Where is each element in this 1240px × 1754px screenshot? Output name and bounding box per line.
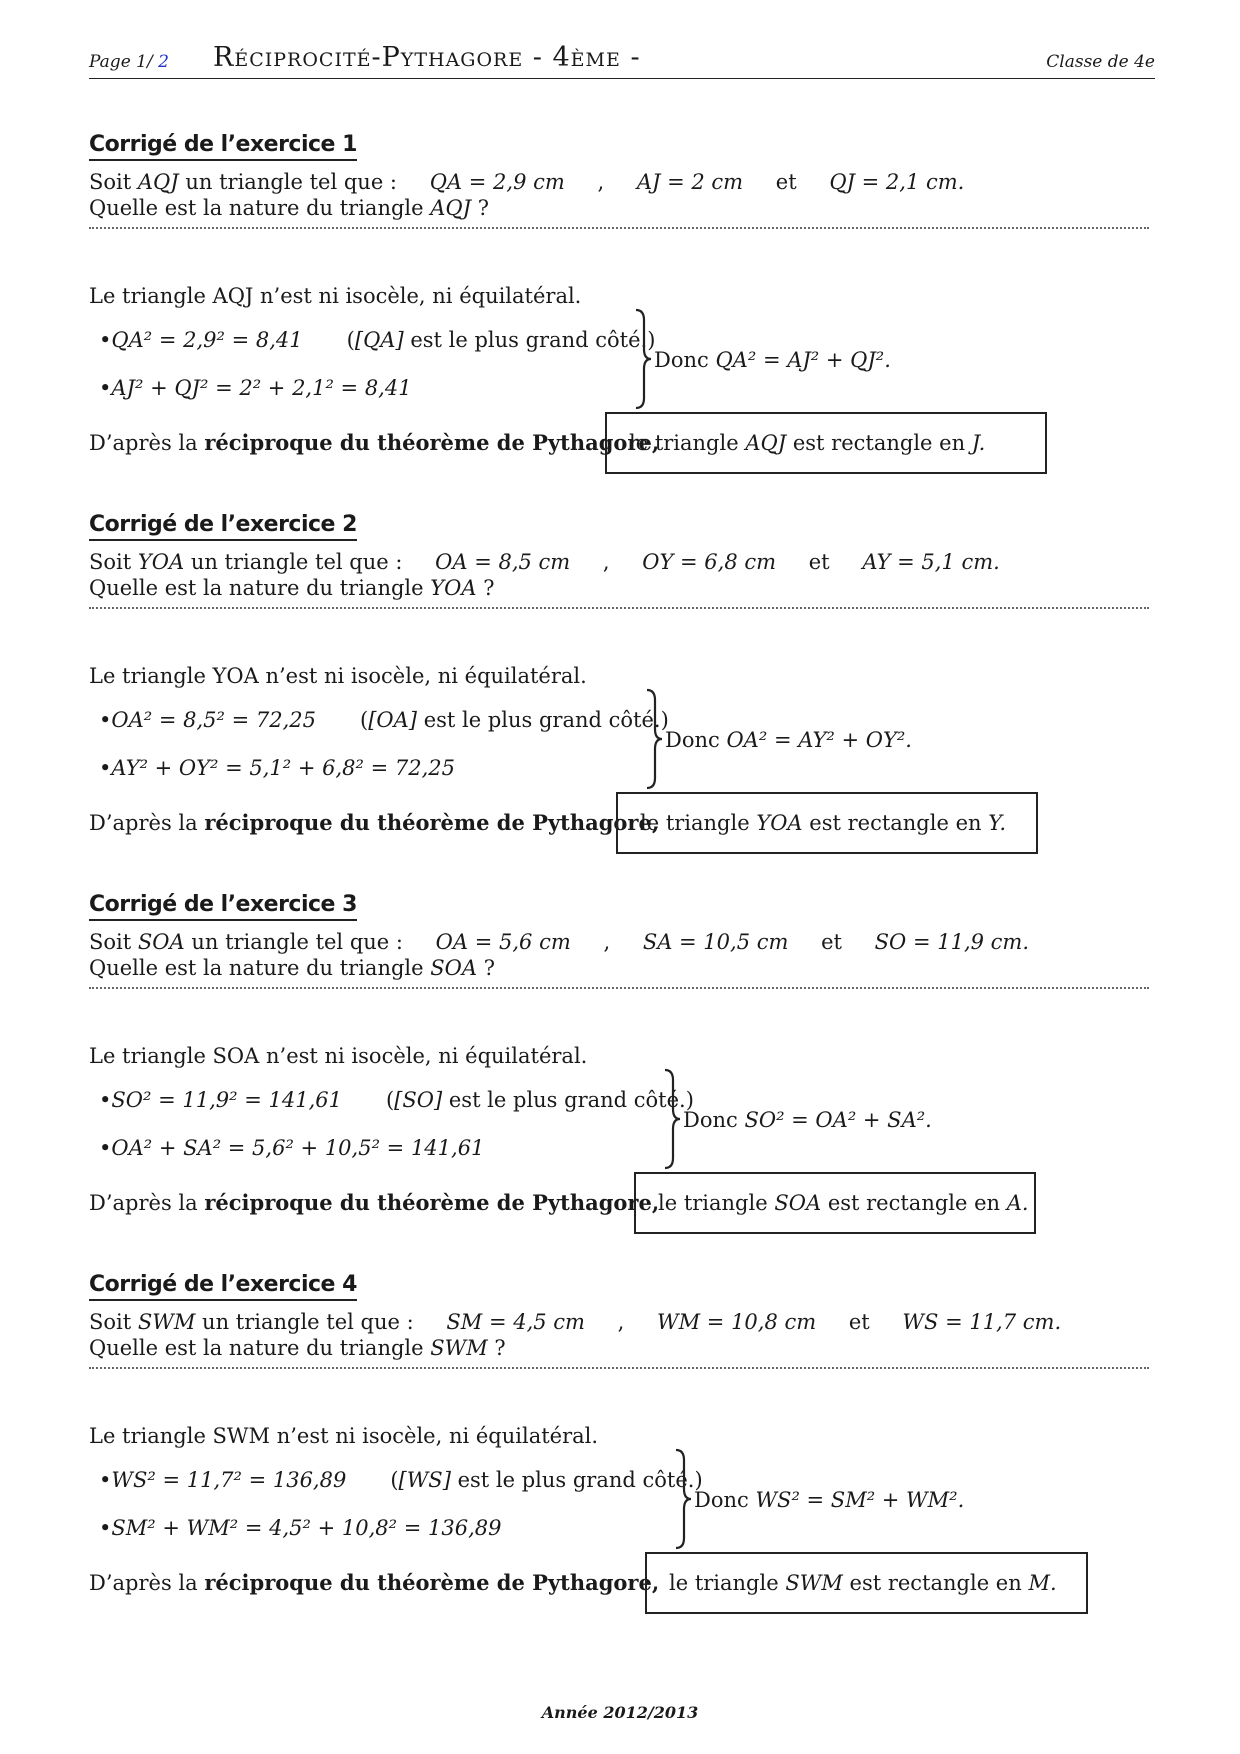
triangle-name: SWM [785, 1571, 843, 1595]
page-footer: Année 2012/2013 [541, 1703, 699, 1722]
measure-2: SA = 10,5 cm [642, 930, 789, 954]
dotted-separator [89, 227, 1149, 229]
question-mark: ? [477, 196, 490, 220]
exercise-question [89, 576, 494, 600]
conclusion-equality [665, 728, 912, 752]
statement-suffix: un triangle tel que : [202, 1310, 414, 1334]
triangle-name: AQJ [430, 196, 472, 220]
exercise-question [89, 1336, 506, 1360]
exercise-title: Corrigé de l’exercice 4 [89, 1272, 357, 1301]
and-word: et [808, 550, 830, 574]
box-prefix: le triangle [669, 1571, 779, 1595]
conclusion-prefix: D’après la [89, 1571, 198, 1595]
exercise-title: Corrigé de l’exercice 3 [89, 892, 357, 921]
exercise-statement: Soit YOA un triangle tel que : OA = 8,5 cm , OY = 6,8 cm et AY = 5,1 cm. [89, 550, 1000, 574]
theorem-name: réciproque du théorème de Pythagore, [204, 810, 660, 835]
conclusion-equality [683, 1108, 932, 1132]
box-middle: est rectangle en [827, 1191, 1001, 1215]
box-middle: est rectangle en [792, 431, 966, 455]
exercise-block [89, 512, 1155, 882]
question-mark: ? [483, 956, 495, 980]
question-prefix: Quelle est la nature du triangle [89, 196, 424, 220]
donc-word: Donc [665, 728, 720, 752]
not-isosceles-statement: Le triangle SWM n’est ni isocèle, ni équilatéral. [89, 1424, 599, 1448]
measure-1: OA = 5,6 cm [435, 930, 571, 954]
triangle-name: SOA [774, 1191, 822, 1215]
equality-text: SO² = OA² + SA². [744, 1108, 932, 1132]
conclusion-line [89, 810, 659, 835]
exercise-question [89, 956, 495, 980]
exercise-statement: Soit AQJ un triangle tel que : QA = 2,9 cm , AJ = 2 cm et QJ = 2,1 cm. [89, 170, 965, 194]
document-title: Réciprocité-Pythagore - 4ème - [213, 42, 641, 73]
calculation-2: •OA² + SA² = 5,6² + 10,5² = 141,61 [99, 1136, 485, 1160]
calc-1-text: QA² = 2,9² = 8,41 [111, 328, 303, 352]
exercise-statement: Soit SOA un triangle tel que : OA = 5,6 cm , SA = 10,5 cm et SO = 11,9 cm. [89, 930, 1030, 954]
exercise-statement: Soit SWM un triangle tel que : SM = 4,5 cm , WM = 10,8 cm et WS = 11,7 cm. [89, 1310, 1062, 1334]
class-label: Classe de 4e [1046, 52, 1155, 72]
donc-word: Donc [694, 1488, 749, 1512]
measure-2: OY = 6,8 cm [642, 550, 777, 574]
triangle-name: SOA [430, 956, 478, 980]
not-isosceles-statement: Le triangle YOA n’est ni isocèle, ni équilatéral. [89, 664, 587, 688]
answer-box [616, 792, 1038, 854]
greatest-side: [OA] [368, 708, 418, 732]
triangle-name: YOA [756, 811, 803, 835]
statement-suffix: un triangle tel que : [185, 170, 398, 194]
theorem-name: réciproque du théorème de Pythagore, [204, 1570, 660, 1595]
triangle-name: AQJ [137, 170, 179, 194]
statement-suffix: un triangle tel que : [191, 930, 403, 954]
box-middle: est rectangle en [849, 1571, 1022, 1595]
exercise-question [89, 196, 489, 220]
conclusion-equality [654, 348, 891, 372]
answer-box [634, 1172, 1036, 1234]
measure-3: WS = 11,7 cm. [902, 1310, 1062, 1334]
triangle-name: YOA [137, 550, 185, 574]
calculation-1: •SO² = 11,9² = 141,61 ([SO] est le plus grand côté.) [99, 1088, 694, 1112]
calc-2-text: AJ² + QJ² = 2² + 2,1² = 8,41 [111, 376, 412, 400]
donc-word: Donc [683, 1108, 738, 1132]
statement-prefix: Soit [89, 1310, 132, 1334]
greatest-side: [SO] [394, 1088, 443, 1112]
measure-2: AJ = 2 cm [636, 170, 744, 194]
triangle-name: SOA [137, 930, 185, 954]
page-number [89, 52, 169, 72]
box-prefix: le triangle [629, 431, 739, 455]
calculation-1: •WS² = 11,7² = 136,89 ([WS] est le plus grand côté.) [99, 1468, 703, 1492]
statement-prefix: Soit [89, 550, 132, 574]
question-prefix: Quelle est la nature du triangle [89, 956, 424, 980]
greatest-side-note: est le plus grand côté.) [410, 328, 656, 352]
answer-box [605, 412, 1047, 474]
exercise-block [89, 892, 1155, 1262]
calculation-1: •QA² = 2,9² = 8,41 ([QA] est le plus grand côté.) [99, 328, 656, 352]
greatest-side-note: est le plus grand côté.) [457, 1468, 703, 1492]
right-angle-vertex: J. [971, 431, 986, 455]
exercise-block [89, 132, 1155, 502]
calculation-2: •AY² + OY² = 5,1² + 6,8² = 72,25 [99, 756, 456, 780]
question-mark: ? [483, 576, 495, 600]
right-brace [634, 308, 652, 410]
not-isosceles-statement: Le triangle SOA n’est ni isocèle, ni équilatéral. [89, 1044, 588, 1068]
theorem-name: réciproque du théorème de Pythagore, [204, 1190, 660, 1215]
statement-prefix: Soit [89, 170, 132, 194]
conclusion-line [89, 430, 659, 455]
exercise-title: Corrigé de l’exercice 2 [89, 512, 357, 541]
triangle-name: SWM [137, 1310, 196, 1334]
measure-3: SO = 11,9 cm. [874, 930, 1030, 954]
calculation-1: •OA² = 8,5² = 72,25 ([OA] est le plus grand côté.) [99, 708, 669, 732]
calculation-2: •AJ² + QJ² = 2² + 2,1² = 8,41 [99, 376, 412, 400]
page-label: Page 1/ [89, 52, 153, 72]
statement-prefix: Soit [89, 930, 132, 954]
measure-3: AY = 5,1 cm. [862, 550, 1000, 574]
box-prefix: le triangle [640, 811, 750, 835]
box-prefix: le triangle [658, 1191, 768, 1215]
calc-1-text: OA² = 8,5² = 72,25 [111, 708, 317, 732]
dotted-separator [89, 987, 1149, 989]
calc-2-text: SM² + WM² = 4,5² + 10,8² = 136,89 [111, 1516, 502, 1540]
conclusion-equality [694, 1488, 964, 1512]
greatest-side: [WS] [398, 1468, 451, 1492]
and-word: et [821, 930, 842, 954]
conclusion-prefix: D’après la [89, 811, 198, 835]
triangle-name: YOA [430, 576, 477, 600]
calculation-2: •SM² + WM² = 4,5² + 10,8² = 136,89 [99, 1516, 502, 1540]
triangle-name: SWM [430, 1336, 488, 1360]
statement-suffix: un triangle tel que : [190, 550, 403, 574]
question-prefix: Quelle est la nature du triangle [89, 576, 424, 600]
right-brace [645, 688, 663, 790]
right-angle-vertex: Y. [988, 811, 1007, 835]
question-mark: ? [494, 1336, 506, 1360]
measure-3: QJ = 2,1 cm. [829, 170, 965, 194]
equality-text: QA² = AJ² + QJ². [715, 348, 891, 372]
question-prefix: Quelle est la nature du triangle [89, 1336, 424, 1360]
calc-1-text: SO² = 11,9² = 141,61 [111, 1088, 342, 1112]
greatest-side-note: est le plus grand côté.) [448, 1088, 694, 1112]
conclusion-line [89, 1190, 659, 1215]
conclusion-line [89, 1570, 659, 1595]
theorem-name: réciproque du théorème de Pythagore, [204, 430, 660, 455]
dotted-separator [89, 1367, 1149, 1369]
and-word: et [775, 170, 797, 194]
exercise-block [89, 1272, 1155, 1642]
equality-text: OA² = AY² + OY². [726, 728, 912, 752]
box-middle: est rectangle en [809, 811, 982, 835]
calc-2-text: AY² + OY² = 5,1² + 6,8² = 72,25 [111, 756, 456, 780]
calc-1-text: WS² = 11,7² = 136,89 [111, 1468, 347, 1492]
dotted-separator [89, 607, 1149, 609]
calc-2-text: OA² + SA² = 5,6² + 10,5² = 141,61 [111, 1136, 485, 1160]
page-total-link[interactable]: 2 [158, 52, 169, 72]
greatest-side-note: est le plus grand côté.) [423, 708, 669, 732]
measure-1: SM = 4,5 cm [446, 1310, 585, 1334]
greatest-side: [QA] [354, 328, 404, 352]
right-brace [663, 1068, 681, 1170]
right-angle-vertex: A. [1006, 1191, 1029, 1215]
donc-word: Donc [654, 348, 709, 372]
triangle-name: AQJ [745, 431, 787, 455]
conclusion-prefix: D’après la [89, 431, 198, 455]
conclusion-prefix: D’après la [89, 1191, 198, 1215]
measure-2: WM = 10,8 cm [657, 1310, 817, 1334]
not-isosceles-statement: Le triangle AQJ n’est ni isocèle, ni équilatéral. [89, 284, 582, 308]
page-header [89, 40, 1155, 79]
and-word: et [848, 1310, 870, 1334]
right-angle-vertex: M. [1028, 1571, 1057, 1595]
measure-1: OA = 8,5 cm [435, 550, 571, 574]
answer-box [645, 1552, 1088, 1614]
equality-text: WS² = SM² + WM². [755, 1488, 965, 1512]
right-brace [674, 1448, 692, 1550]
measure-1: QA = 2,9 cm [429, 170, 565, 194]
exercise-title: Corrigé de l’exercice 1 [89, 132, 357, 161]
